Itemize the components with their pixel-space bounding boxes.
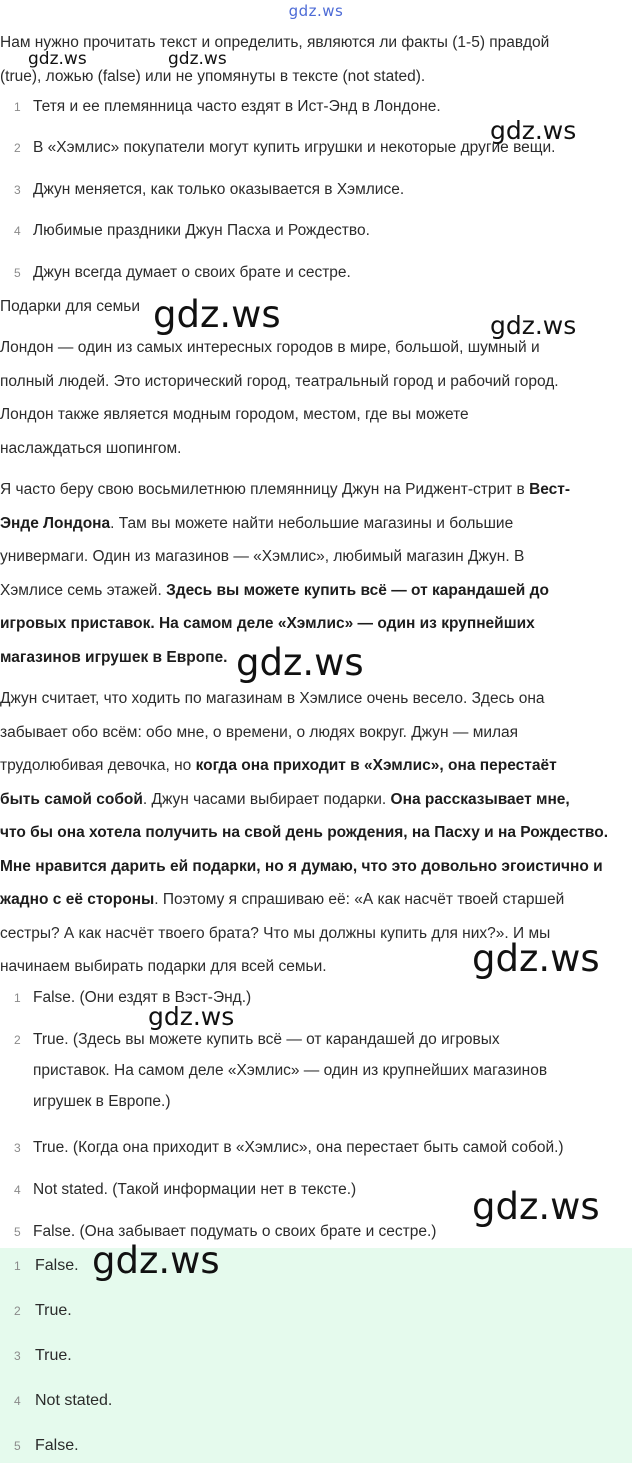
item-number: 5	[14, 266, 21, 280]
item-number: 1	[14, 991, 21, 1005]
answer-item	[0, 1336, 632, 1376]
text-run: . Джун часами выбирает подарки.	[142, 790, 391, 808]
item-line: False. (Они ездят в Вэст-Энд.)	[33, 989, 252, 1006]
answer-text: True.	[35, 1347, 72, 1364]
item-line: игрушек в Европе.)	[33, 1093, 171, 1110]
item-number: 1	[14, 1259, 21, 1273]
item-text: Джун всегда думает о своих брате и сестре.	[33, 264, 351, 281]
watermark: gdz.ws	[236, 641, 364, 684]
watermark: gdz.ws	[472, 1185, 600, 1228]
item-text	[33, 1026, 613, 1116]
bold-run: когда она приходит в «Хэмлис», она перестаёт	[195, 757, 557, 774]
item-line: False. (Она забывает подумать о своих брате и сестре.)	[33, 1223, 437, 1240]
paragraph-line	[0, 850, 630, 884]
watermark: gdz.ws	[148, 1002, 235, 1031]
bold-run: Она рассказывает мне,	[390, 790, 570, 808]
paragraph-line: сестры? А как насчёт твоего брата? Что мы должны купить для них?». И мы	[0, 924, 551, 942]
paragraph-line	[0, 507, 630, 541]
item-number: 5	[14, 1225, 21, 1239]
watermark: gdz.ws	[490, 311, 577, 340]
watermark: gdz.ws	[472, 937, 600, 980]
watermark: gdz.ws	[28, 49, 87, 69]
text-run: Я часто беру свою восьмилетнюю племянницу Джун на Риджент-стрит в	[0, 481, 530, 498]
bold-run: что бы она хотела получить на свой день рождения, на Пасху и на Рождество.	[0, 824, 609, 841]
item-number: 3	[14, 183, 21, 197]
item-number: 2	[14, 1033, 21, 1047]
item-line: True. (Здесь вы можете купить всё — от карандашей до игровых	[33, 1031, 500, 1048]
item-number: 3	[14, 1141, 21, 1155]
bold-run: Здесь вы можете купить всё — от карандашей до	[166, 581, 549, 599]
paragraph-line: начинаем выбирать подарки для всей семьи.	[0, 958, 327, 975]
list-item	[0, 256, 632, 290]
paragraph-line: забывает обо всём: обо мне, о времени, о людях вокруг. Джун — милая	[0, 723, 519, 741]
intro-line: Нам нужно прочитать текст и определить, являются ли факты (1-5) правдой	[0, 34, 550, 51]
paragraph-line	[0, 883, 630, 917]
text-run: трудолюбивая девочка, но	[0, 757, 196, 774]
paragraph-line	[0, 749, 630, 783]
answer-text: False.	[35, 1257, 79, 1274]
text-run: . Поэтому я спрашиваю её: «А как насчёт твоей старшей	[154, 891, 565, 908]
paragraph-line	[0, 574, 630, 608]
item-number: 2	[14, 141, 21, 155]
paragraph-line: полный людей. Это исторический город, театральный город и рабочий город.	[0, 372, 559, 390]
item-text: Любимые праздники Джун Пасха и Рождество.	[33, 222, 370, 239]
item-number: 4	[14, 1183, 21, 1197]
intro-line: (true), ложью (false) или не упомянуты в тексте (not stated).	[0, 67, 426, 85]
paragraph-line: Джун считает, что ходить по магазинам в Хэмлисе очень весело. Здесь она	[0, 690, 545, 707]
paragraph-line: Лондон также является модным городом, местом, где вы можете	[0, 406, 469, 423]
answer-item	[0, 1291, 632, 1331]
story-paragraph-1	[0, 331, 630, 465]
item-number: 4	[14, 1394, 21, 1408]
paragraph-line	[0, 783, 630, 817]
watermark: gdz.ws	[92, 1239, 220, 1282]
watermark: gdz.ws	[168, 49, 227, 69]
item-text: Тетя и ее племянница часто ездят в Ист-Энд в Лондоне.	[33, 98, 441, 115]
item-number: 5	[14, 1439, 21, 1453]
answer-text: False.	[35, 1437, 79, 1454]
bold-run: Мне нравится дарить ей подарки, но я думаю, что это довольно эгоистично и	[0, 857, 603, 875]
bold-run: игровых приставок. На самом деле «Хэмлис» — один из крупнейших	[0, 615, 535, 632]
item-number: 1	[14, 100, 21, 114]
item-line: True. (Когда она приходит в «Хэмлис», она перестает быть самой собой.)	[33, 1139, 564, 1156]
item-line: приставок. На самом деле «Хэмлис» — один из крупнейших магазинов	[33, 1062, 548, 1079]
item-text	[33, 1134, 613, 1162]
text-run: Хэмлисе семь этажей.	[0, 581, 167, 599]
answer-item	[0, 1426, 632, 1466]
intro-text	[0, 26, 630, 93]
answer-text: Not stated.	[35, 1392, 113, 1409]
story-title: Подарки для семьи	[0, 298, 140, 315]
bold-run: быть самой собой	[0, 790, 143, 808]
item-line: Not stated. (Такой информации нет в тексте.)	[33, 1181, 357, 1198]
item-text: Джун меняется, как только оказывается в Хэмлисе.	[33, 181, 405, 198]
paragraph-line: наслаждаться шопингом.	[0, 439, 182, 457]
bold-run: Энде Лондона	[0, 514, 111, 532]
paragraph-line: Лондон — один из самых интересных городов в мире, большой, шумный и	[0, 339, 540, 356]
paragraph-line	[0, 473, 630, 507]
bold-run: Вест-	[529, 481, 571, 498]
item-number: 4	[14, 224, 21, 238]
answer-item	[0, 1381, 632, 1421]
paragraph-line	[0, 607, 630, 641]
text-run: . Там вы можете найти небольшие магазины и большие	[110, 514, 514, 532]
paragraph-line: универмаги. Один из магазинов — «Хэмлис», любимый магазин Джун. В	[0, 548, 525, 565]
item-text: В «Хэмлис» покупатели могут купить игрушки и некоторые другие вещи.	[33, 139, 556, 156]
watermark: gdz.ws	[153, 293, 281, 336]
answer-text: True.	[35, 1302, 72, 1319]
site-logo[interactable]: gdz.ws	[288, 2, 344, 20]
list-item	[0, 214, 632, 248]
bold-run: магазинов игрушек в Европе.	[0, 648, 228, 666]
paragraph-line	[0, 816, 630, 850]
item-number: 3	[14, 1349, 21, 1363]
bold-run: жадно с её стороны	[0, 891, 155, 908]
item-text	[33, 984, 613, 1012]
list-item	[0, 173, 632, 207]
item-number: 2	[14, 1304, 21, 1318]
watermark: gdz.ws	[490, 116, 577, 145]
